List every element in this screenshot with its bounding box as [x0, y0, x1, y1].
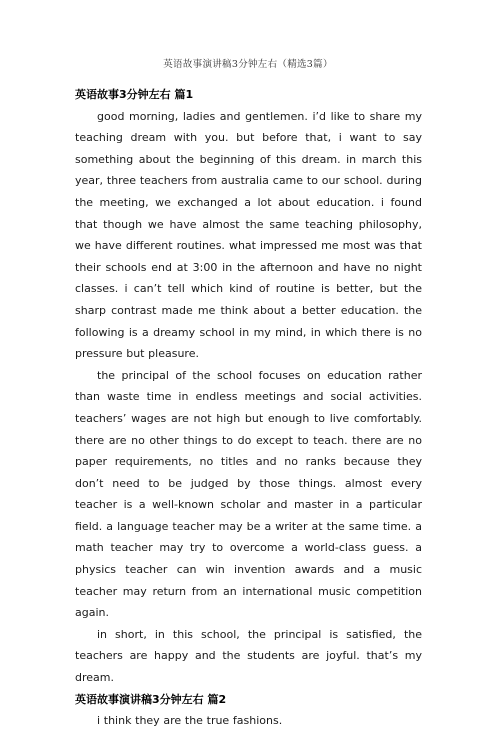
- document-body: [75, 84, 422, 732]
- paragraph-1-3: in short, in this school, the principal is satisfied, the teachers are happy and the students are joyful. that’s my dream.: [75, 627, 422, 685]
- paragraph-1-2: the principal of the school focuses on education rather than waste time in endless meetings and social activities. teachers’ wages are not high but enough to live comfortably. there are no other things to do except to teach. there are no paper requirements, no titles and no ranks because they don’t need to be judged by those things. almost every teacher is a well-known scholar and master in a particular field. a language teacher may be a writer at the same time. a math teacher may try to overcome a world-class guess. a physics teacher can win invention awards and a music teacher may return from an international music competition again.: [75, 368, 422, 620]
- paragraph-2-1: i think they are the true fashions.: [97, 714, 283, 728]
- section-heading-2: 英语故事演讲稿3分钟左右 篇2: [75, 692, 227, 706]
- paragraph-1-1: good morning, ladies and gentlemen. i’d like to share my teaching dream with you. but before that, i want to say something about the beginning of this dream. in march this year, three teachers from australia came to our school. during the meeting, we exchanged a lot about education. i found that though we have almost the same teaching philosophy, we have different routines. what impressed me most was that their schools end at 3:00 in the afternoon and have no night classes. i can’t tell which kind of routine is better, but the sharp contrast made me think about a better education. the following is a dreamy school in my mind, in which there is no pressure but pleasure.: [75, 109, 422, 361]
- section-heading-1: 英语故事3分钟左右 篇1: [75, 88, 194, 101]
- running-header: 英语故事演讲稿3分钟左右（精选3篇）: [163, 59, 333, 70]
